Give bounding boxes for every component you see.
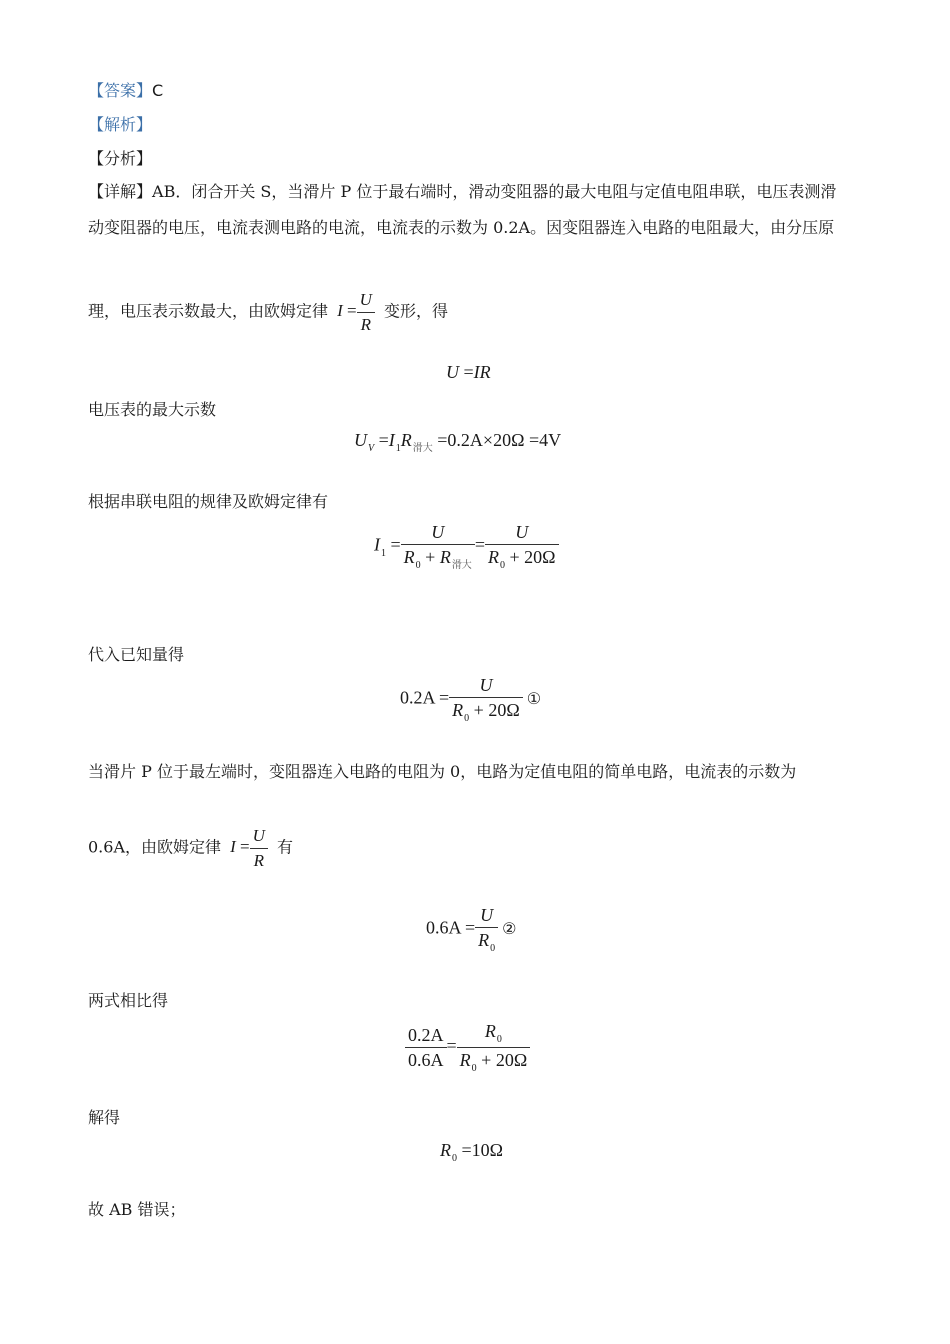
formula-u-ir: U =IR bbox=[446, 362, 491, 382]
detail-paragraph-2: 动变阻器的电压，电流表测电路的电流，电流表的示数为 0.2A。因变阻器连入电路的电阻最大，由分压原 bbox=[88, 218, 835, 237]
text-max-reading: 电压表的最大示数 bbox=[88, 400, 217, 419]
detail-label: 【详解】 bbox=[88, 182, 153, 201]
text-left-end-2: 0.6A，由欧姆定律 I = $\frac{U}{R}$ 有 bbox=[88, 825, 294, 870]
formula-equation-2: 0.6A = $\frac{U}{R_0}$ ② bbox=[426, 905, 517, 954]
formula-result: $R_0 =10\Omega$ bbox=[440, 1140, 504, 1164]
answer-value: C bbox=[152, 81, 164, 100]
text-left-end: 当滑片 P 位于最左端时，变阻器连入电路的电阻为 0，电路为定值电阻的简单电路，电流表的示数为 bbox=[88, 762, 797, 781]
text-ratio: 两式相比得 bbox=[88, 991, 169, 1010]
text-solve: 解得 bbox=[88, 1108, 121, 1127]
answer-line bbox=[88, 81, 163, 101]
detail-paragraph-1 bbox=[88, 182, 836, 202]
ohm-law-formula: I = $\frac{U}{R}$ bbox=[337, 289, 375, 335]
formula-ratio: $\frac{0.2A}{0.6A}$ = $\frac{R_0}{R_0 + 20\Omega}$ bbox=[405, 1021, 530, 1074]
detail-paragraph-3 bbox=[88, 289, 448, 335]
text-series-law: 根据串联电阻的规律及欧姆定律有 bbox=[88, 492, 329, 511]
text-substitute: 代入已知量得 bbox=[88, 645, 185, 664]
formula-current-series: $I_1$ = $\frac{U}{R_0 + R_{滑大}}$ = $\frac{U}{R_0 + 20\Omega}$ bbox=[374, 522, 559, 571]
ohm-law-formula-2: I = $\frac{U}{R}$ bbox=[230, 825, 268, 871]
detail-text-1: AB．闭合开关 S，当滑片 P 位于最右端时，滑动变阻器的最大电阻与定值电阻串联，电压表测滑 bbox=[152, 182, 837, 201]
fenxi-label: 【分析】 bbox=[88, 149, 153, 168]
answer-label: 【答案】 bbox=[88, 81, 153, 100]
detail-text-3a: 理，电压表示数最大，由欧姆定律 bbox=[88, 301, 329, 321]
text-conclusion: 故 AB 错误； bbox=[88, 1200, 186, 1219]
formula-max-voltage: $U_V =I_1R_{滑大} =0.2A\times 20\Omega =4V$ bbox=[354, 430, 562, 454]
analysis-label: 【解析】 bbox=[88, 115, 153, 134]
formula-equation-1: 0.2A = $\frac{U}{R_0 + 20\Omega}$ ① bbox=[400, 675, 542, 724]
detail-text-3b: 变形，得 bbox=[384, 301, 449, 321]
